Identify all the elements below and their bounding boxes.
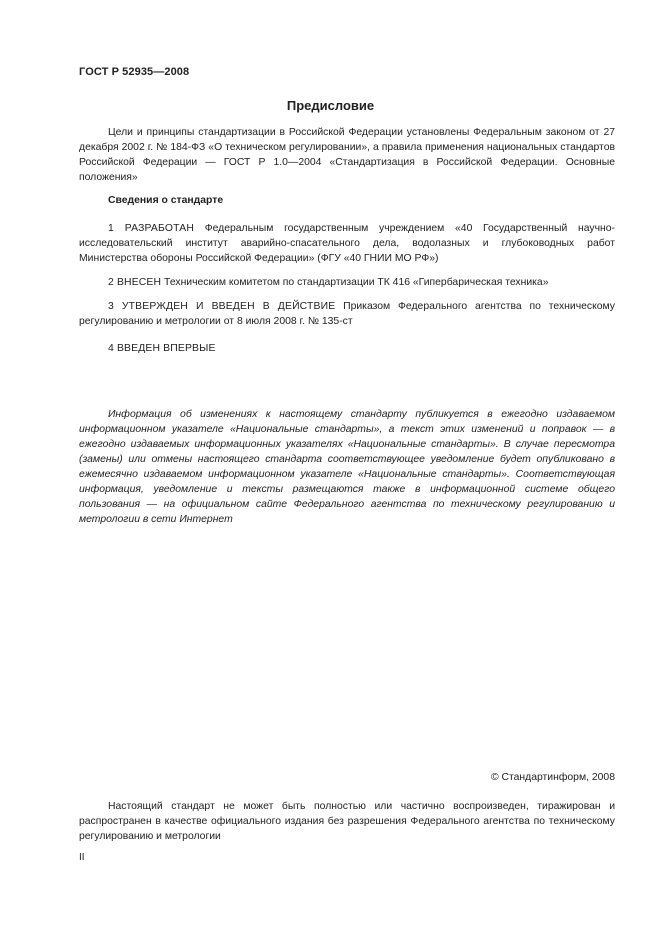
page-title: Предисловие	[286, 98, 375, 113]
info-item-2-lead: 2 ВНЕСЕН	[108, 277, 162, 288]
info-item-1	[79, 221, 615, 266]
info-item-3-lead: 3 УТВЕРЖДЕН И ВВЕДЕН В ДЕЙСТВИЕ	[108, 301, 336, 312]
info-item-1-lead: 1 РАЗРАБОТАН	[108, 223, 194, 234]
changes-notice: Информация об изменениях к настоящему стандарту публикуется в ежегодно издаваемом информационном указателе «Национальные стандарты», а текст этих изменений и поправок — в ежегодно издаваемых информационных указателях «Национальные стандарты». В случае пересмотра (замены) или отмены настоящего стандарта соответствующее уведомление будет опубликовано в ежемесячно издаваемом информационном указателе «Национальные стандарты». Соответствующая информация, уведомление и тексты размещаются также в информационной системе общего пользования — на официальном сайте Федерального агентства по техническому регулированию и метрологии в сети Интернет	[79, 409, 615, 525]
footer-notice: Настоящий стандарт не может быть полностью или частично воспроизведен, тиражирован и распространен в качестве официального издания без разрешения Федерального агентства по техническому регулированию и метрологии	[79, 801, 615, 842]
copyright: © Стандартинформ, 2008	[490, 772, 615, 783]
info-item-4-lead: 4 ВВЕДЕН ВПЕРВЫЕ	[108, 343, 216, 354]
info-item-3-text: Приказом Федерального агентства по техническому регулированию и метрологии от 8 июля 2008 г. № 135-ст	[79, 301, 616, 327]
info-item-1-text: Федеральным государственным учреждением «40 Государственный научно-исследовательский институт аварийно-спасательного дела, водолазных и глубоководных работ Министерства обороны Российской Федерации» (ФГУ «40 ГНИИ МО РФ»)	[79, 223, 615, 264]
document-id: ГОСТ Р 52935—2008	[79, 66, 190, 78]
intro-paragraph: Цели и принципы стандартизации в Российской Федерации установлены Федеральным законом от 27 декабря 2002 г. № 184-ФЗ «О техническом регулировании», а правила применения национальных стандартов Российской Федерации — ГОСТ Р 1.0—2004 «Стандартизация в Российской Федерации. Основные положения»	[79, 127, 615, 183]
info-item-4	[79, 341, 615, 356]
info-item-3	[79, 299, 615, 329]
section-title: Сведения о стандарте	[108, 195, 224, 206]
info-item-2	[79, 275, 615, 290]
page-number: II	[79, 852, 85, 863]
info-item-2-text: Техническим комитетом по стандартизации ТК 416 «Гипербарическая техника»	[161, 277, 549, 288]
